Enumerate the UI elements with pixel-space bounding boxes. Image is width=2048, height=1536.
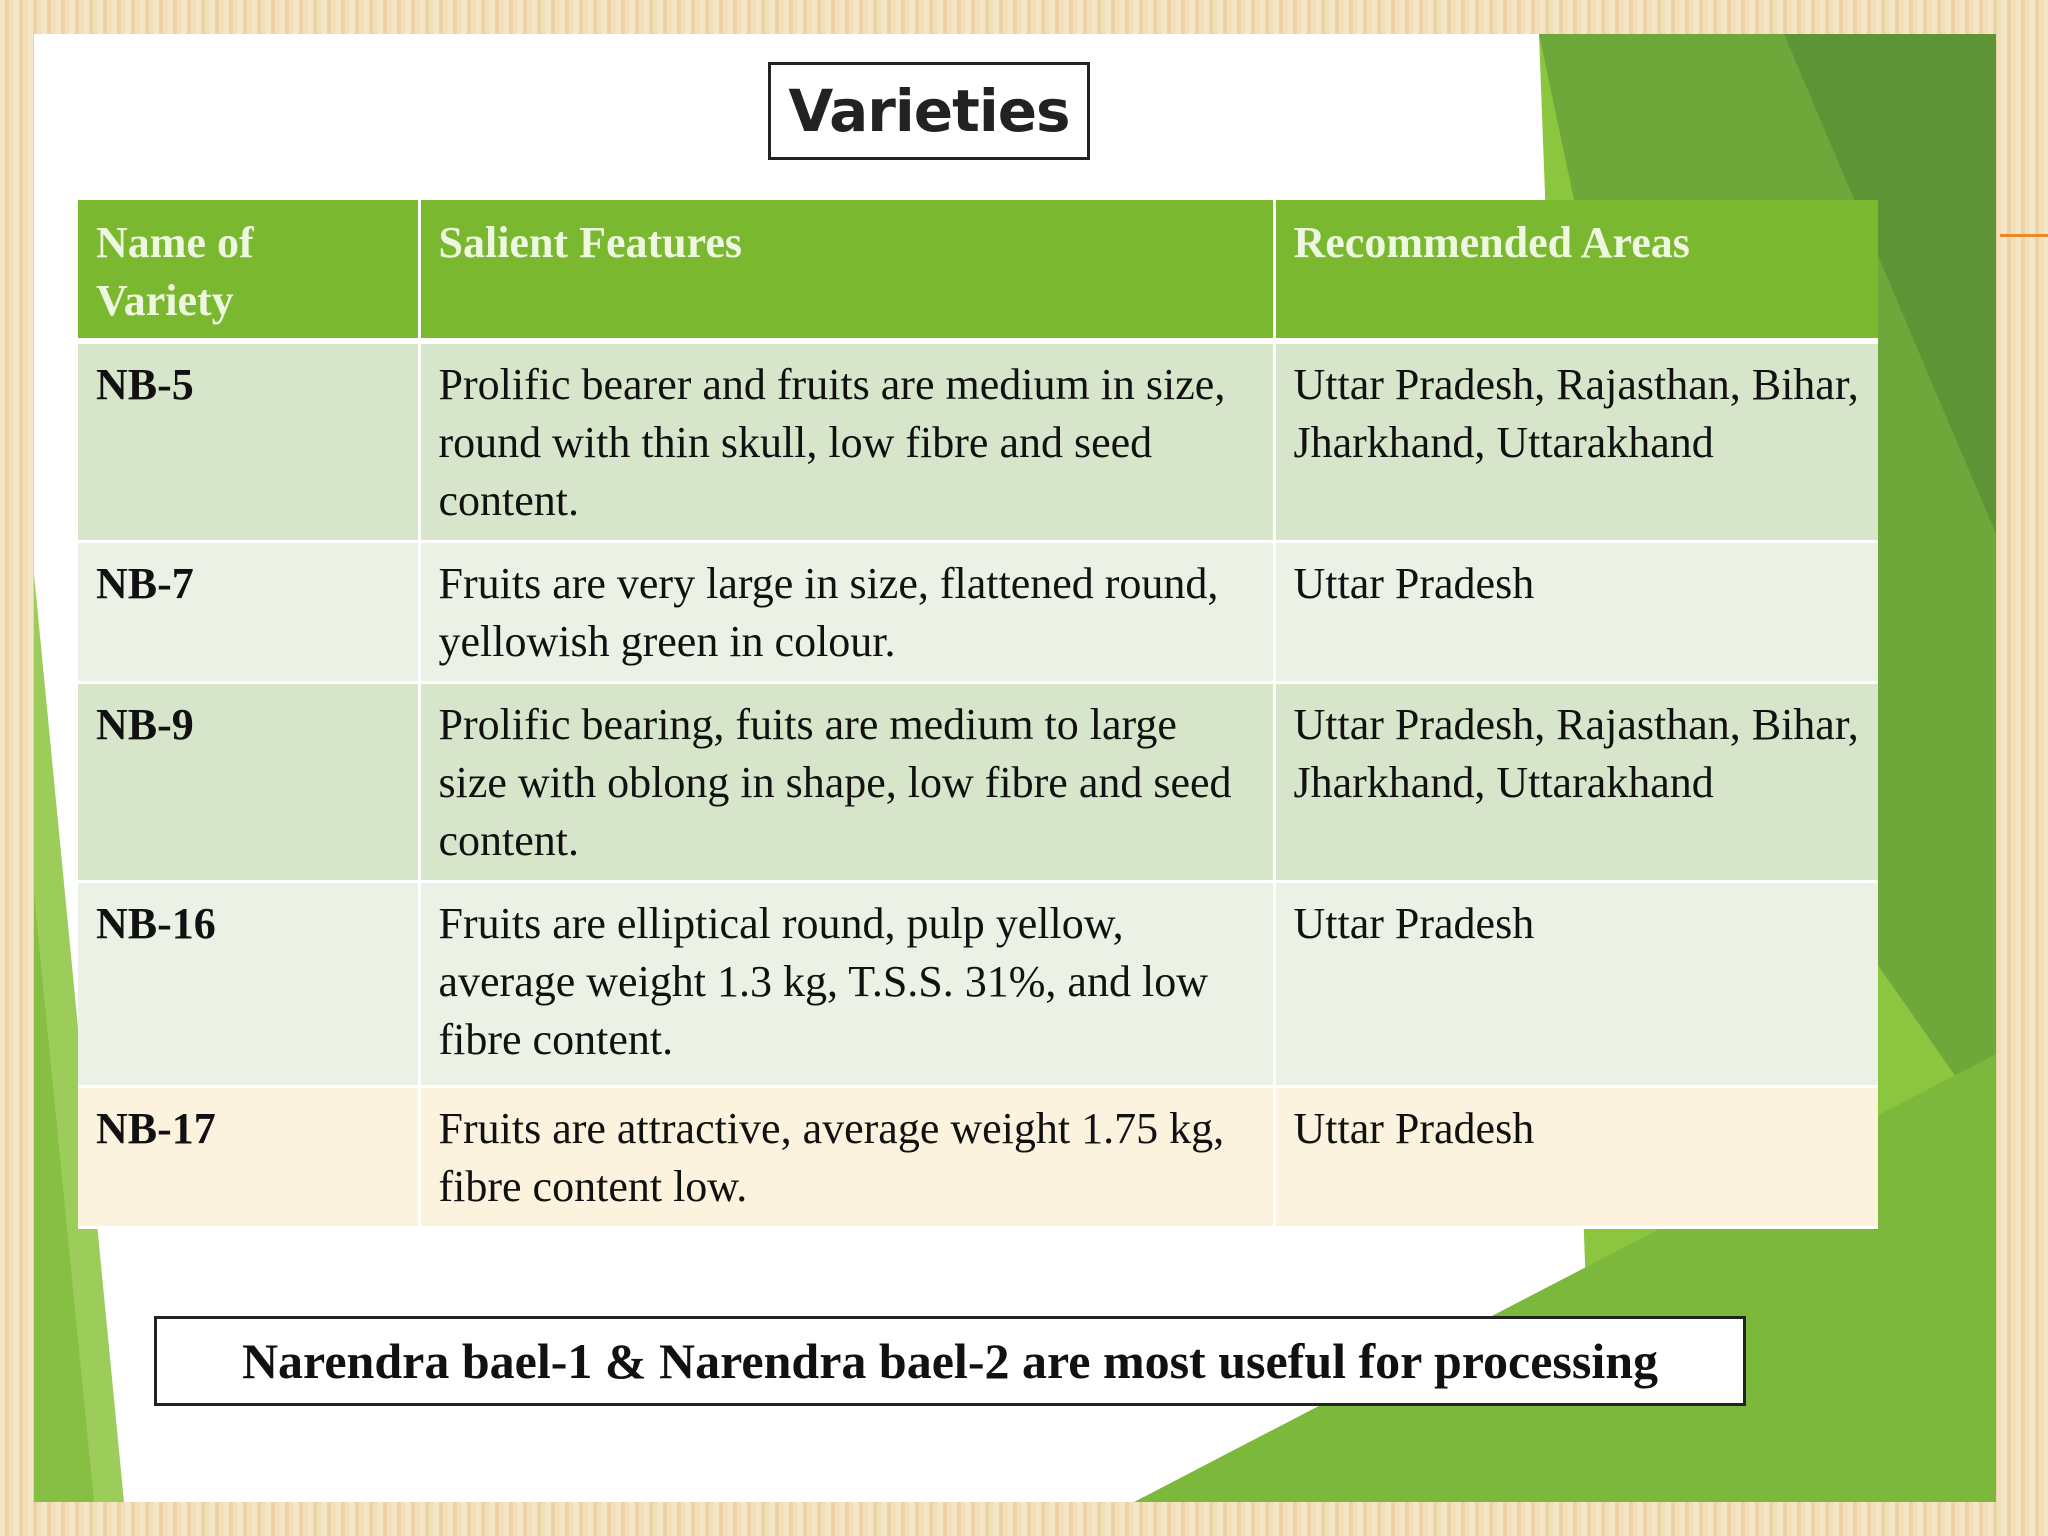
variety-name: NB-5 <box>78 341 419 542</box>
table-row <box>78 542 1878 683</box>
header-salient-features: Salient Features <box>419 200 1274 341</box>
varieties-table <box>78 200 1878 1229</box>
slide-title: Varieties <box>768 62 1090 160</box>
header-recommended-areas: Recommended Areas <box>1274 200 1878 341</box>
salient-features: Prolific bearing, fuits are medium to large size with oblong in shape, low fibre and seed content. <box>419 683 1274 882</box>
recommended-areas: Uttar Pradesh <box>1274 542 1878 683</box>
slide <box>34 34 1996 1502</box>
accent-line <box>2000 234 2048 237</box>
table-row <box>78 1087 1878 1228</box>
recommended-areas: Uttar Pradesh <box>1274 1087 1878 1228</box>
salient-features: Prolific bearer and fruits are medium in size, round with thin skull, low fibre and seed content. <box>419 341 1274 542</box>
variety-name: NB-17 <box>78 1087 419 1228</box>
table-row <box>78 683 1878 882</box>
recommended-areas: Uttar Pradesh <box>1274 882 1878 1087</box>
salient-features: Fruits are elliptical round, pulp yellow, average weight 1.3 kg, T.S.S. 31%, and low fibre content. <box>419 882 1274 1087</box>
variety-name: NB-9 <box>78 683 419 882</box>
table-row <box>78 882 1878 1087</box>
recommended-areas: Uttar Pradesh, Rajasthan, Bihar, Jharkhand, Uttarakhand <box>1274 683 1878 882</box>
salient-features: Fruits are very large in size, flattened round, yellowish green in colour. <box>419 542 1274 683</box>
variety-name: NB-7 <box>78 542 419 683</box>
salient-features: Fruits are attractive, average weight 1.75 kg, fibre content low. <box>419 1087 1274 1228</box>
processing-note: Narendra bael-1 & Narendra bael-2 are most useful for processing <box>154 1316 1746 1406</box>
table-header-row <box>78 200 1878 341</box>
recommended-areas: Uttar Pradesh, Rajasthan, Bihar, Jharkhand, Uttarakhand <box>1274 341 1878 542</box>
header-name-of-variety: Name of Variety <box>78 200 419 341</box>
variety-name: NB-16 <box>78 882 419 1087</box>
table-row <box>78 341 1878 542</box>
